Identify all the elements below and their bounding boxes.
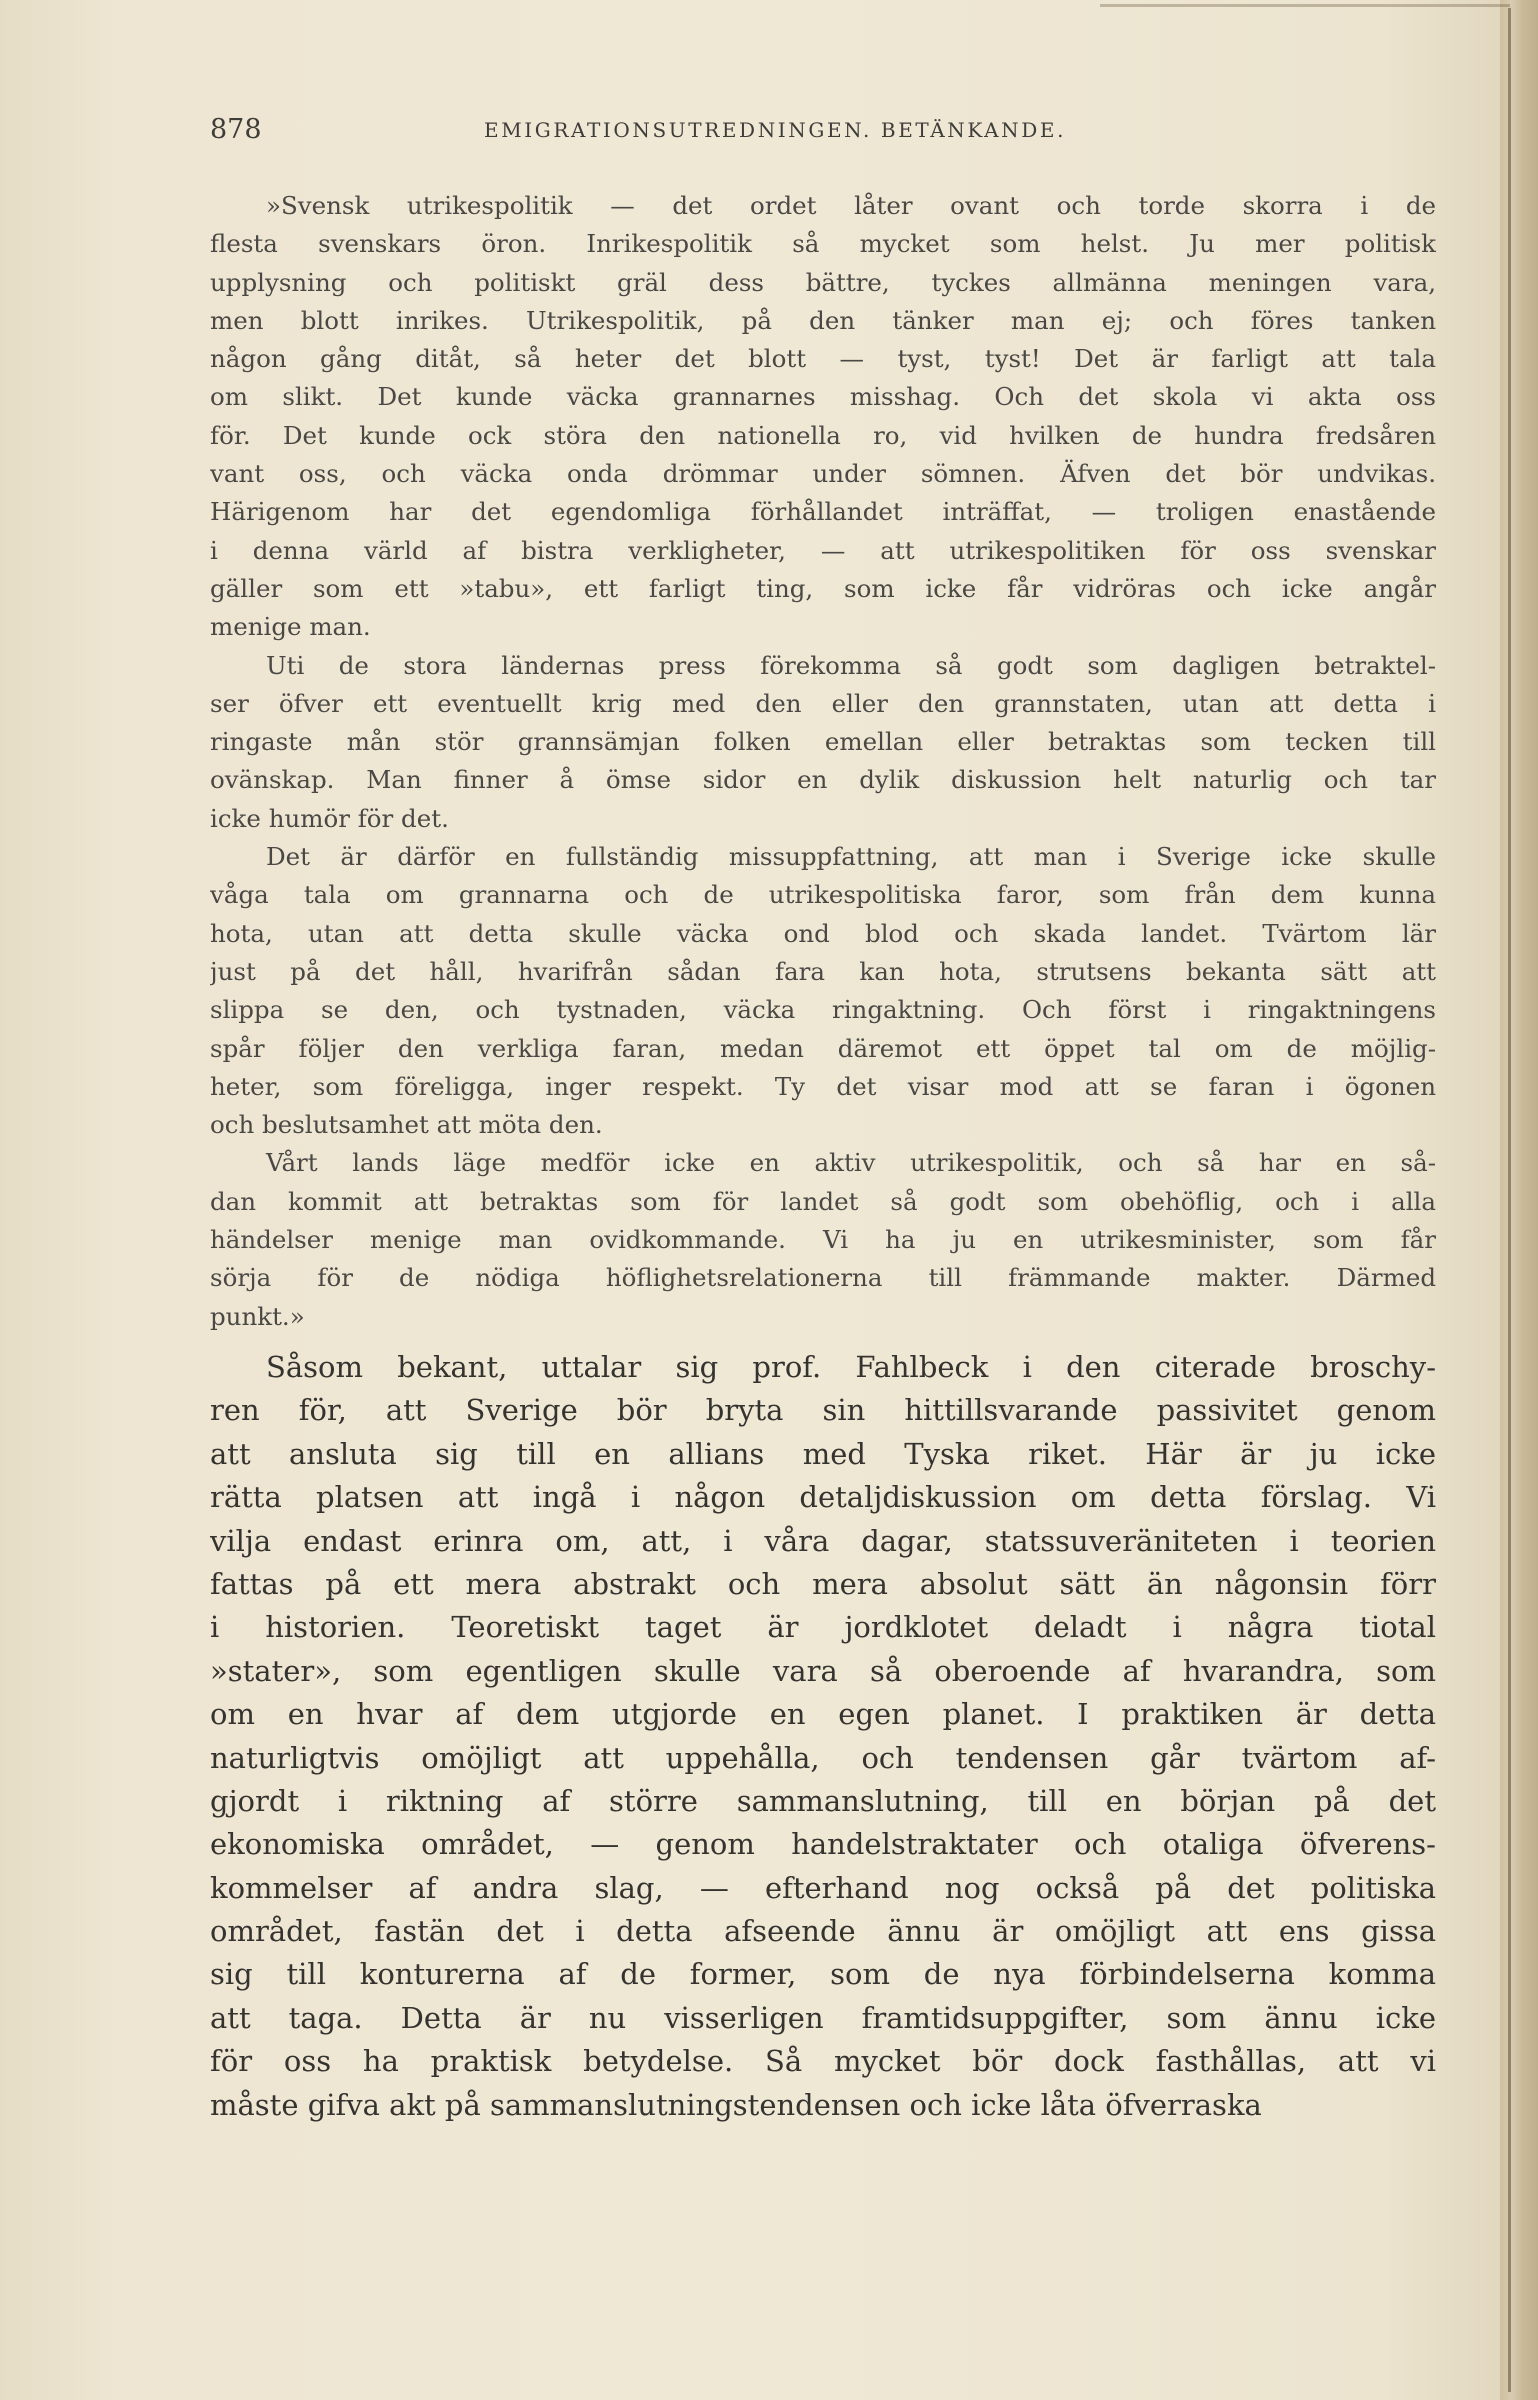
text-line: heter, som föreligga, inger respekt. Ty det visar mod att se faran i ögonen [210,1071,1436,1101]
text-line: punkt.» [210,1301,305,1331]
text-line: dan kommit att betraktas som för landet så godt som obehöflig, och i alla [210,1186,1436,1216]
text-line: i historien. Teoretiskt taget är jordklotet deladt i några tiotal [210,1610,1436,1645]
page-top-line [1100,4,1510,7]
text-line: ringaste mån stör grannsämjan folken emellan eller betraktas som tecken till [210,727,1436,757]
page-number: 878 [210,114,262,145]
text-line: menige man. [210,612,371,642]
text-line: händelser menige man ovidkommande. Vi ha ju en utrikesminister, som får [210,1225,1436,1255]
text-line: gäller som ett »tabu», ett farligt ting, som icke får vidröras och icke angår [210,573,1436,603]
page-edge [1500,0,1538,2400]
text-line: men blott inrikes. Utrikespolitik, på den tänker man ej; och föres tanken [210,305,1436,335]
text-line: »stater», som egentligen skulle vara så oberoende af hvarandra, som [210,1653,1436,1688]
text-line: att taga. Detta är nu visserligen framtidsuppgifter, som ännu icke [210,2000,1436,2035]
text-line: »Svensk utrikespolitik — det ordet låter ovant och torde skorra i de [266,191,1436,220]
text-line: slippa se den, och tystnaden, väcka ringaktning. Och först i ringaktningens [210,995,1436,1025]
text-line: spår följer den verkliga faran, medan däremot ett öppet tal om de möjlig- [210,1033,1436,1063]
text-line: våga tala om grannarna och de utrikespolitiska faror, som från dem kunna [210,880,1436,910]
text-line: och beslutsamhet att möta den. [210,1110,603,1140]
text-line: fattas på ett mera abstrakt och mera absolut sätt än någonsin förr [210,1566,1436,1601]
text-line: flesta svenskars öron. Inrikespolitik så mycket som helst. Ju mer politisk [210,229,1436,259]
text-line: vilja endast erinra om, att, i våra dagar, statssuveräniteten i teorien [210,1523,1436,1558]
text-line: ekonomiska området, — genom handelstraktater och otaliga öfverens- [210,1827,1436,1862]
text-line: upplysning och politiskt gräl dess bättre, tyckes allmänna meningen vara, [210,267,1436,297]
text-line: sig till konturerna af de former, som de nya förbindelserna komma [210,1957,1436,1992]
text-line: hota, utan att detta skulle väcka ond blod och skada landet. Tvärtom lär [210,918,1436,948]
text-line: vant oss, och väcka onda drömmar under sömnen. Äfven det bör undvikas. [210,459,1436,489]
text-line: just på det håll, hvarifrån sådan fara kan hota, strutsens bekanta sätt att [210,956,1436,986]
text-line: rätta platsen att ingå i någon detaljdiskussion om detta förslag. Vi [210,1480,1436,1515]
page-edge-line [1508,8,1511,2392]
quoted-passage [210,187,1436,1336]
text-line: området, fastän det i detta afseende ännu är omöjligt att ens gissa [210,1914,1436,1949]
text-line: ren för, att Sverige bör bryta sin hittillsvarande passivitet genom [210,1393,1436,1428]
text-line: ovänskap. Man finner å ömse sidor en dylik diskussion helt naturlig och tar [210,765,1436,795]
running-title: EMIGRATIONSUTREDNINGEN. BETÄNKANDE. [484,118,1067,142]
text-line: gjordt i riktning af större sammanslutning, till en början på det [210,1783,1436,1818]
text-line: måste gifva akt på sammanslutningstendensen och icke låta öfverraska [210,2087,1262,2122]
text-line: någon gång ditåt, så heter det blott — tyst, tyst! Det är farligt att tala [210,344,1436,374]
text-line: Det är därför en fullständig missuppfattning, att man i Sverige icke skulle [266,842,1436,872]
text-line: för. Det kunde ock störa den nationella ro, vid hvilken de hundra fredsåren [210,420,1436,450]
text-line: att ansluta sig till en allians med Tyska riket. Här är ju icke [210,1436,1436,1471]
text-line: naturligtvis omöjligt att uppehålla, och tendensen går tvärtom af- [210,1740,1436,1775]
text-line: Vårt lands läge medför icke en aktiv utrikespolitik, och så har en så- [266,1148,1436,1178]
text-line: om slikt. Det kunde väcka grannarnes misshag. Och det skola vi akta oss [210,382,1436,412]
main-paragraph [210,1346,1436,2127]
running-header [210,114,1450,154]
text-line: i denna värld af bistra verkligheter, — att utrikespolitiken för oss svenskar [210,535,1436,565]
text-line: sörja för de nödiga höflighetsrelationerna till främmande makter. Därmed [210,1263,1436,1293]
text-line: ser öfver ett eventuellt krig med den eller den grannstaten, utan att detta i [210,688,1436,718]
text-line: kommelser af andra slag, — efterhand nog också på det politiska [210,1870,1436,1905]
text-line: icke humör för det. [210,803,449,833]
text-line: om en hvar af dem utgjorde en egen planet. I praktiken är detta [210,1697,1436,1732]
text-line: Härigenom har det egendomliga förhållandet inträffat, — troligen enastående [210,497,1436,527]
text-line: Såsom bekant, uttalar sig prof. Fahlbeck i den citerade broschy- [266,1350,1436,1384]
text-line: för oss ha praktisk betydelse. Så mycket bör dock fasthållas, att vi [210,2044,1436,2079]
text-line: Uti de stora ländernas press förekomma så godt som dagligen betraktel- [266,650,1436,680]
